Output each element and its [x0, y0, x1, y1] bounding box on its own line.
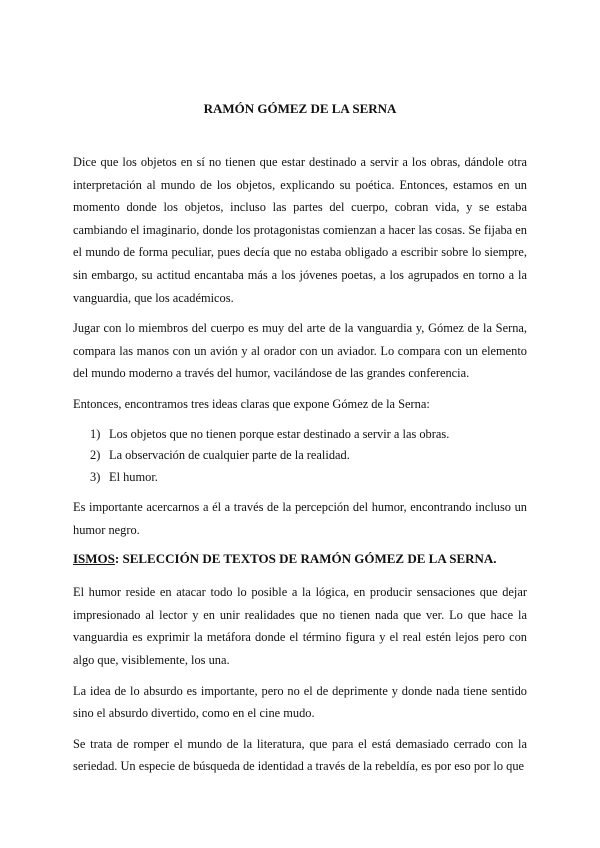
document-body: [73, 101, 527, 786]
section-heading-rest: : SELECCIÓN DE TEXTOS DE RAMÓN GÓMEZ DE LA SERNA.: [114, 551, 497, 567]
ideas-list: [73, 424, 527, 489]
list-item: [73, 424, 527, 446]
list-item-number: 3): [90, 469, 101, 484]
list-item-text: El humor.: [109, 469, 158, 484]
list-item-text: Los objetos que no tienen porque estar destinado a servir a las obras.: [109, 426, 450, 441]
section-heading-prefix: ISMOS: [73, 551, 115, 567]
paragraph-intro: Dice que los objetos en sí no tienen que estar destinado a servir a los obras, dándole otra interpretación al mundo de los objetos, explicando su poética. Entonces, estamos en un momento donde los objetos, incluso las partes del cuerpo, cobran vida, y se estaba cambiando el imaginario, donde los protagonistas comienzan a hacer las cosas. Se fijaba en el mundo de forma peculiar, pues decía que no estaba obligado a escribir sobre lo siempre, sin embargo, su actitud encantaba más a los jóvenes poetas, a los agrupados en torno a la vanguardia, que los académicos.: [73, 155, 527, 305]
list-item: [73, 467, 527, 489]
paragraph-section-3: Se trata de romper el mundo de la literatura, que para el está demasiado cerrado con la seriedad. Un especie de búsqueda de identidad a través de la rebeldía, es por eso por lo que: [73, 736, 527, 774]
list-item-number: 2): [90, 448, 101, 463]
paragraph-ideas-intro: Entonces, encontramos tres ideas claras que expone Gómez de la Serna:: [73, 396, 430, 411]
page-title: RAMÓN GÓMEZ DE LA SERNA: [203, 101, 397, 116]
paragraph-section-2: La idea de lo absurdo es importante, pero no el de deprimente y donde nada tiene sentido sino el absurdo divertido, como en el cine mudo.: [73, 683, 527, 721]
list-item: [73, 445, 527, 467]
paragraph-section-1: El humor reside en atacar todo lo posible a la lógica, en producir sensaciones que dejar impresionado al lector y en unir realidades que no tienen nada que ver. Lo que hace la vanguardia es exprimir la metáfora donde el término figura y el real estén lejos pero con algo que, visiblemente, los una.: [73, 585, 527, 667]
paragraph-body-parts: Jugar con lo miembros del cuerpo es muy del arte de la vanguardia y, Gómez de la Serna, compara las manos con un avión y al orador con un aviador. Lo compara con un elemento del mundo moderno a través del humor, vacilándose de las grandes conferencia.: [73, 321, 527, 381]
paragraph-humor: Es importante acercarnos a él a través de la percepción del humor, encontrando incluso un humor negro.: [73, 500, 527, 537]
list-item-number: 1): [90, 426, 101, 441]
list-item-text: La observación de cualquier parte de la realidad.: [109, 448, 350, 463]
section-heading: [73, 549, 527, 569]
